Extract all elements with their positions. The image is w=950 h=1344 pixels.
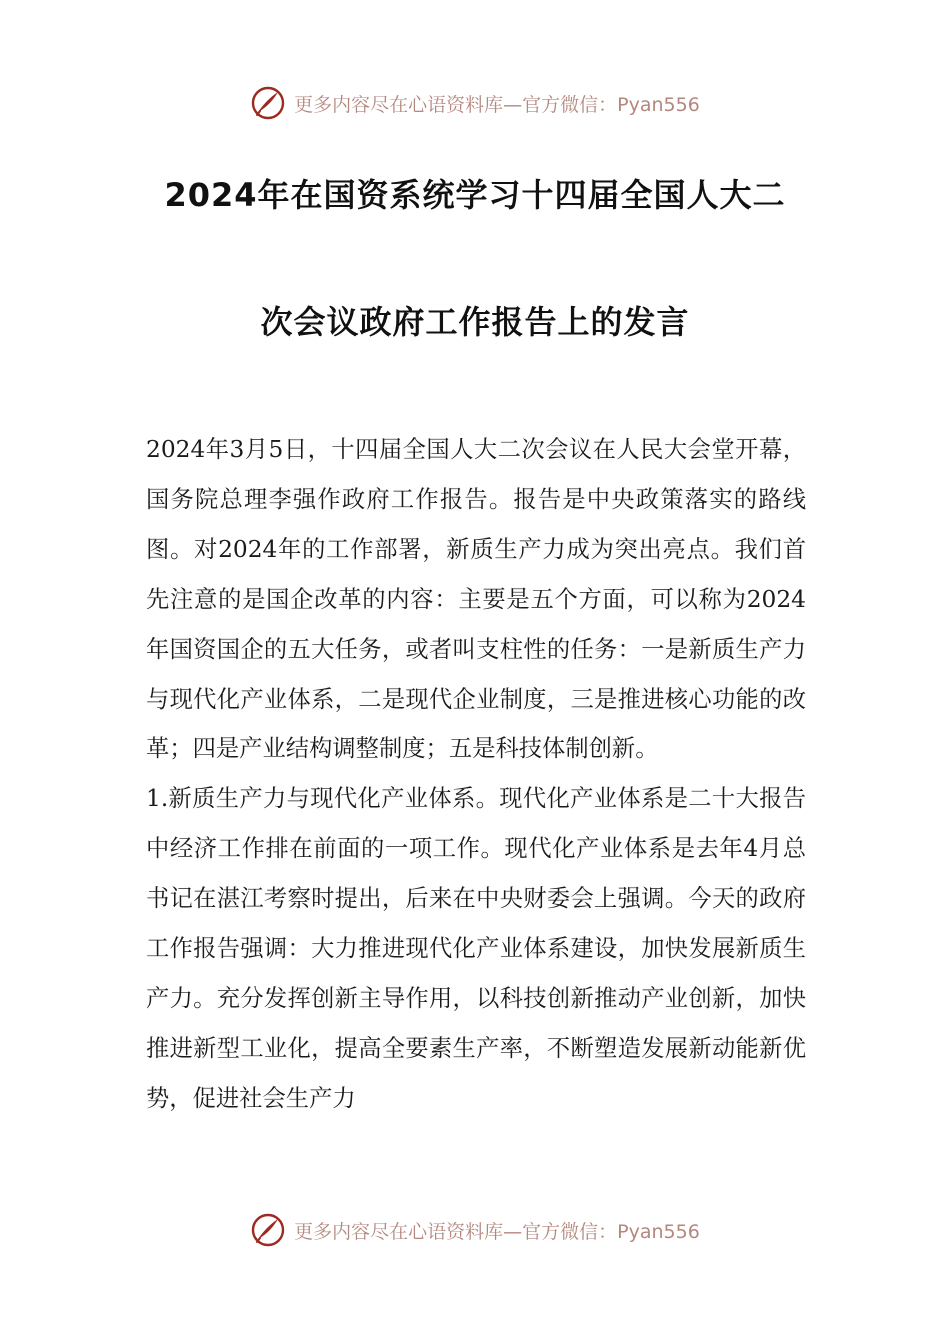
document-body (146, 425, 806, 1124)
quill-pen-logo-icon (250, 85, 286, 121)
body-paragraph-intro: 2024年3月5日，十四届全国人大二次会议在人民大会堂开幕，国务院总理李强作政府工作报告。报告是中央政策落实的路线图。对2024年的工作部署，新质生产力成为突出亮点。我们首先注意的是国企改革的内容：主要是五个方面，可以称为2024年国资国企的五大任务，或者叫支柱性的任务：一是新质生产力与现代化产业体系，二是现代企业制度，三是推进核心功能的改革；四是产业结构调整制度；五是科技体制创新。 (146, 436, 806, 763)
quill-pen-logo-icon (250, 1212, 286, 1248)
header-watermark (0, 83, 950, 123)
watermark-text: 更多内容尽在心语资料库—官方微信：Pyan556 (294, 1220, 700, 1243)
document-title-line-2: 次会议政府工作报告上的发言 (260, 303, 690, 341)
body-paragraph-section-1: 1.新质生产力与现代化产业体系。现代化产业体系是二十大报告中经济工作排在前面的一项工作。现代化产业体系是去年4月总书记在湛江考察时提出，后来在中央财委会上强调。今天的政府工作报告强调：大力推进现代化产业体系建设，加快发展新质生产力。充分发挥创新主导作用，以科技创新推动产业创新，加快推进新型工业化，提高全要素生产率，不断塑造发展新动能新优势，促进社会生产力 (146, 785, 806, 1112)
footer-watermark (0, 1210, 950, 1250)
document-title-line-1: 2024年在国资系统学习十四届全国人大二 (164, 176, 786, 214)
watermark-text: 更多内容尽在心语资料库—官方微信：Pyan556 (294, 93, 700, 116)
